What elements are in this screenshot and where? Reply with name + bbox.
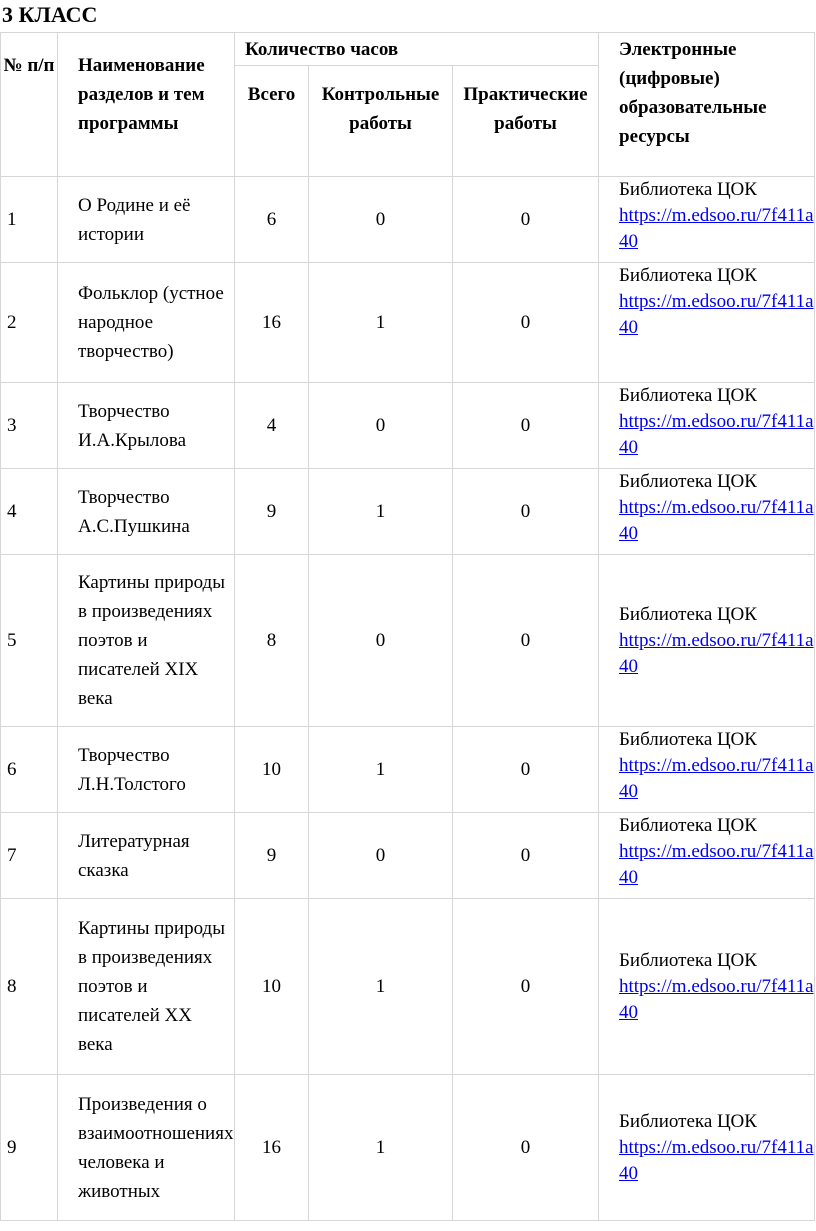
row-control-works: 1 [309, 1075, 453, 1221]
row-practical-works: 0 [453, 383, 599, 469]
table-row [1, 555, 815, 727]
row-number: 3 [1, 383, 58, 469]
resource-label: Библиотека ЦОК [619, 729, 757, 750]
header-total: Всего [235, 66, 309, 177]
resource-link[interactable]: https://m.edsoo.ru/7f411a40 [619, 411, 814, 458]
row-total-hours: 16 [235, 1075, 309, 1221]
row-resource [599, 177, 815, 263]
row-number: 6 [1, 727, 58, 813]
resource-label: Библиотека ЦОК [619, 385, 757, 406]
resource-link[interactable]: https://m.edsoo.ru/7f411a40 [619, 291, 814, 338]
resource-link[interactable]: https://m.edsoo.ru/7f411a40 [619, 975, 814, 1023]
table-body [1, 177, 815, 1221]
row-section-name: Произведения о взаимоотношениях человека и животных [58, 1075, 235, 1221]
table-row [1, 727, 815, 813]
resource-label: Библиотека ЦОК [619, 1110, 757, 1132]
resource-link[interactable]: https://m.edsoo.ru/7f411a40 [619, 205, 814, 252]
header-num: № п/п [1, 33, 58, 177]
resource-label: Библиотека ЦОК [619, 949, 757, 971]
row-practical-works: 0 [453, 263, 599, 383]
row-practical-works: 0 [453, 813, 599, 899]
row-resource [599, 899, 815, 1075]
table-row [1, 813, 815, 899]
row-number: 1 [1, 177, 58, 263]
resource-label: Библиотека ЦОК [619, 179, 757, 200]
row-practical-works: 0 [453, 727, 599, 813]
resource-link[interactable]: https://m.edsoo.ru/7f411a40 [619, 629, 814, 677]
row-control-works: 0 [309, 383, 453, 469]
row-section-name: Творчество И.А.Крылова [58, 383, 235, 469]
row-resource [599, 555, 815, 727]
header-resources: Электронные (цифровые) образовательные ресурсы [599, 33, 815, 177]
resource-link[interactable]: https://m.edsoo.ru/7f411a40 [619, 755, 814, 802]
resource-link[interactable]: https://m.edsoo.ru/7f411a40 [619, 1136, 814, 1184]
row-section-name: Литературная сказка [58, 813, 235, 899]
curriculum-table [0, 32, 815, 1221]
row-total-hours: 16 [235, 263, 309, 383]
row-number: 5 [1, 555, 58, 727]
resource-label: Библиотека ЦОК [619, 265, 757, 286]
row-control-works: 1 [309, 899, 453, 1075]
row-number: 9 [1, 1075, 58, 1221]
row-practical-works: 0 [453, 469, 599, 555]
row-resource [599, 263, 815, 383]
row-control-works: 1 [309, 727, 453, 813]
row-total-hours: 4 [235, 383, 309, 469]
row-practical-works: 0 [453, 1075, 599, 1221]
row-resource [599, 469, 815, 555]
row-resource [599, 727, 815, 813]
resource-label: Библиотека ЦОК [619, 603, 757, 625]
table-row [1, 899, 815, 1075]
table-row [1, 263, 815, 383]
row-control-works: 1 [309, 263, 453, 383]
row-practical-works: 0 [453, 899, 599, 1075]
table-row [1, 383, 815, 469]
resource-label: Библиотека ЦОК [619, 815, 757, 836]
row-control-works: 0 [309, 813, 453, 899]
row-section-name: Картины природы в произведениях поэтов и писателей XIX века [58, 555, 235, 727]
table-row [1, 177, 815, 263]
row-control-works: 0 [309, 177, 453, 263]
row-section-name: Фольклор (устное народное творчество) [58, 263, 235, 383]
row-section-name: О Родине и её истории [58, 177, 235, 263]
row-section-name: Картины природы в произведениях поэтов и писателей XX века [58, 899, 235, 1075]
header-hours: Количество часов [235, 33, 599, 66]
row-number: 4 [1, 469, 58, 555]
row-control-works: 1 [309, 469, 453, 555]
row-resource [599, 383, 815, 469]
row-control-works: 0 [309, 555, 453, 727]
row-section-name: Творчество Л.Н.Толстого [58, 727, 235, 813]
resource-link[interactable]: https://m.edsoo.ru/7f411a40 [619, 497, 814, 544]
row-total-hours: 9 [235, 469, 309, 555]
page-title: 3 КЛАСС [2, 2, 98, 27]
table-row [1, 469, 815, 555]
row-total-hours: 6 [235, 177, 309, 263]
row-practical-works: 0 [453, 177, 599, 263]
row-section-name: Творчество А.С.Пушкина [58, 469, 235, 555]
row-resource [599, 1075, 815, 1221]
row-practical-works: 0 [453, 555, 599, 727]
table-row [1, 1075, 815, 1221]
row-number: 8 [1, 899, 58, 1075]
row-total-hours: 9 [235, 813, 309, 899]
header-practical: Практические работы [453, 66, 599, 177]
resource-link[interactable]: https://m.edsoo.ru/7f411a40 [619, 841, 814, 888]
header-section-name: Наименование разделов и тем программы [58, 33, 235, 177]
row-resource [599, 813, 815, 899]
row-number: 2 [1, 263, 58, 383]
row-total-hours: 8 [235, 555, 309, 727]
resource-label: Библиотека ЦОК [619, 471, 757, 492]
row-number: 7 [1, 813, 58, 899]
header-control: Контрольные работы [309, 66, 453, 177]
row-total-hours: 10 [235, 727, 309, 813]
row-total-hours: 10 [235, 899, 309, 1075]
